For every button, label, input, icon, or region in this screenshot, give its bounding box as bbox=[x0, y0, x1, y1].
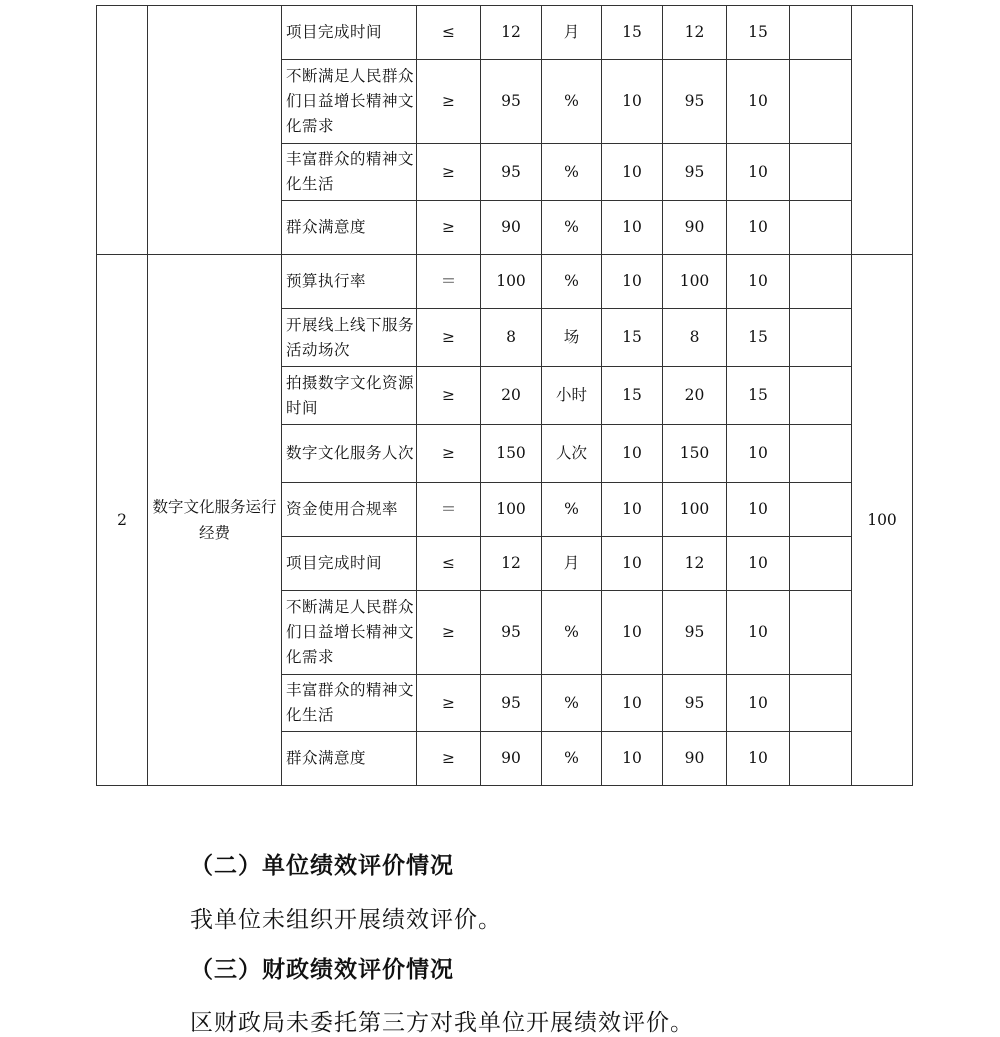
operator-cell: ≥ bbox=[417, 425, 481, 483]
project-cell bbox=[148, 6, 282, 255]
weight-cell: 15 bbox=[602, 6, 663, 60]
index-cell bbox=[97, 6, 148, 255]
weight-cell: 15 bbox=[602, 367, 663, 425]
unit-cell: 小时 bbox=[542, 367, 602, 425]
remark-cell bbox=[790, 6, 852, 60]
remark-cell bbox=[790, 309, 852, 367]
indicator-cell: 不断满足人民群众们日益增长精神文化需求 bbox=[282, 60, 417, 144]
unit-cell: 人次 bbox=[542, 425, 602, 483]
score-cell: 10 bbox=[727, 60, 790, 144]
remark-cell bbox=[790, 675, 852, 732]
remark-cell bbox=[790, 367, 852, 425]
unit-cell: 月 bbox=[542, 537, 602, 591]
target-value-cell: 12 bbox=[481, 537, 542, 591]
score-cell: 10 bbox=[727, 675, 790, 732]
unit-cell: % bbox=[542, 255, 602, 309]
indicator-cell: 预算执行率 bbox=[282, 255, 417, 309]
performance-table bbox=[96, 5, 913, 786]
remark-cell bbox=[790, 537, 852, 591]
target-value-cell: 100 bbox=[481, 255, 542, 309]
target-value-cell: 95 bbox=[481, 60, 542, 144]
unit-cell: 场 bbox=[542, 309, 602, 367]
unit-cell: % bbox=[542, 201, 602, 255]
indicator-cell: 拍摄数字文化资源时间 bbox=[282, 367, 417, 425]
operator-cell: ≥ bbox=[417, 675, 481, 732]
actual-value-cell: 150 bbox=[663, 425, 727, 483]
score-cell: 10 bbox=[727, 201, 790, 255]
indicator-cell: 群众满意度 bbox=[282, 201, 417, 255]
table-row bbox=[97, 255, 913, 309]
unit-cell: % bbox=[542, 732, 602, 786]
score-cell: 15 bbox=[727, 367, 790, 425]
indicator-cell: 项目完成时间 bbox=[282, 6, 417, 60]
section-body-finance-evaluation: 区财政局未委托第三方对我单位开展绩效评价。 bbox=[190, 1010, 694, 1036]
unit-cell: % bbox=[542, 144, 602, 201]
indicator-cell: 群众满意度 bbox=[282, 732, 417, 786]
project-name-cell: 数字文化服务运行经费 bbox=[148, 255, 282, 786]
weight-cell: 10 bbox=[602, 537, 663, 591]
target-value-cell: 95 bbox=[481, 675, 542, 732]
remark-cell bbox=[790, 425, 852, 483]
weight-cell: 10 bbox=[602, 732, 663, 786]
unit-cell: % bbox=[542, 591, 602, 675]
actual-value-cell: 90 bbox=[663, 201, 727, 255]
score-cell: 10 bbox=[727, 537, 790, 591]
operator-cell: ≥ bbox=[417, 60, 481, 144]
remark-cell bbox=[790, 201, 852, 255]
unit-cell: 月 bbox=[542, 6, 602, 60]
table-row bbox=[97, 6, 913, 60]
target-value-cell: 20 bbox=[481, 367, 542, 425]
actual-value-cell: 100 bbox=[663, 483, 727, 537]
score-cell: 10 bbox=[727, 591, 790, 675]
score-cell: 15 bbox=[727, 6, 790, 60]
target-value-cell: 150 bbox=[481, 425, 542, 483]
actual-value-cell: 100 bbox=[663, 255, 727, 309]
actual-value-cell: 95 bbox=[663, 144, 727, 201]
score-cell: 10 bbox=[727, 144, 790, 201]
score-cell: 10 bbox=[727, 255, 790, 309]
unit-cell: % bbox=[542, 675, 602, 732]
operator-cell: ≥ bbox=[417, 367, 481, 425]
weight-cell: 10 bbox=[602, 255, 663, 309]
score-cell: 10 bbox=[727, 483, 790, 537]
unit-cell: % bbox=[542, 60, 602, 144]
operator-cell: ＝ bbox=[417, 255, 481, 309]
remark-cell bbox=[790, 483, 852, 537]
remark-cell bbox=[790, 144, 852, 201]
indicator-cell: 丰富群众的精神文化生活 bbox=[282, 675, 417, 732]
weight-cell: 10 bbox=[602, 201, 663, 255]
section-heading-unit-evaluation: （二）单位绩效评价情况 bbox=[190, 852, 454, 879]
weight-cell: 10 bbox=[602, 60, 663, 144]
total-score-cell: 100 bbox=[852, 255, 913, 786]
index-cell: 2 bbox=[97, 255, 148, 786]
actual-value-cell: 8 bbox=[663, 309, 727, 367]
target-value-cell: 90 bbox=[481, 732, 542, 786]
total-score-cell bbox=[852, 6, 913, 255]
target-value-cell: 95 bbox=[481, 591, 542, 675]
weight-cell: 10 bbox=[602, 425, 663, 483]
operator-cell: ＝ bbox=[417, 483, 481, 537]
actual-value-cell: 90 bbox=[663, 732, 727, 786]
actual-value-cell: 95 bbox=[663, 591, 727, 675]
remark-cell bbox=[790, 60, 852, 144]
indicator-cell: 项目完成时间 bbox=[282, 537, 417, 591]
operator-cell: ≥ bbox=[417, 732, 481, 786]
weight-cell: 15 bbox=[602, 309, 663, 367]
indicator-cell: 资金使用合规率 bbox=[282, 483, 417, 537]
indicator-cell: 丰富群众的精神文化生活 bbox=[282, 144, 417, 201]
remark-cell bbox=[790, 255, 852, 309]
remark-cell bbox=[790, 732, 852, 786]
indicator-cell: 不断满足人民群众们日益增长精神文化需求 bbox=[282, 591, 417, 675]
weight-cell: 10 bbox=[602, 483, 663, 537]
actual-value-cell: 95 bbox=[663, 675, 727, 732]
operator-cell: ≥ bbox=[417, 201, 481, 255]
indicator-cell: 数字文化服务人次 bbox=[282, 425, 417, 483]
weight-cell: 10 bbox=[602, 144, 663, 201]
target-value-cell: 12 bbox=[481, 6, 542, 60]
operator-cell: ≥ bbox=[417, 591, 481, 675]
operator-cell: ≥ bbox=[417, 144, 481, 201]
section-heading-finance-evaluation: （三）财政绩效评价情况 bbox=[190, 956, 454, 983]
score-cell: 15 bbox=[727, 309, 790, 367]
operator-cell: ≤ bbox=[417, 6, 481, 60]
actual-value-cell: 20 bbox=[663, 367, 727, 425]
operator-cell: ≥ bbox=[417, 309, 481, 367]
unit-cell: % bbox=[542, 483, 602, 537]
target-value-cell: 8 bbox=[481, 309, 542, 367]
actual-value-cell: 12 bbox=[663, 6, 727, 60]
actual-value-cell: 12 bbox=[663, 537, 727, 591]
score-cell: 10 bbox=[727, 732, 790, 786]
target-value-cell: 90 bbox=[481, 201, 542, 255]
remark-cell bbox=[790, 591, 852, 675]
section-body-unit-evaluation: 我单位未组织开展绩效评价。 bbox=[190, 907, 502, 933]
operator-cell: ≤ bbox=[417, 537, 481, 591]
target-value-cell: 95 bbox=[481, 144, 542, 201]
score-cell: 10 bbox=[727, 425, 790, 483]
target-value-cell: 100 bbox=[481, 483, 542, 537]
actual-value-cell: 95 bbox=[663, 60, 727, 144]
weight-cell: 10 bbox=[602, 591, 663, 675]
weight-cell: 10 bbox=[602, 675, 663, 732]
indicator-cell: 开展线上线下服务活动场次 bbox=[282, 309, 417, 367]
